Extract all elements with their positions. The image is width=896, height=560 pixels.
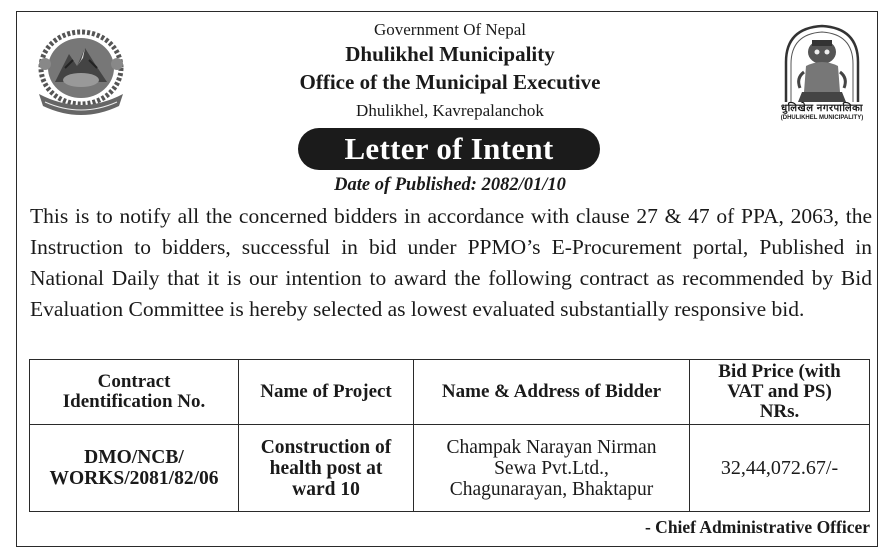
cell-contract-id: DMO/NCB/ WORKS/2081/82/06 xyxy=(30,425,239,512)
table-header-row xyxy=(30,360,870,425)
table-row xyxy=(30,425,870,512)
notice-title: Letter of Intent xyxy=(298,128,600,170)
cell-project: Construction of health post at ward 10 xyxy=(239,425,414,512)
municipality-heading: Dhulikhel Municipality xyxy=(345,42,555,66)
logo-caption-native: धुलिखेल नगरपालिका xyxy=(781,103,863,114)
publish-date: Date of Published: 2082/01/10 xyxy=(334,175,566,195)
location-heading: Dhulikhel, Kavrepalanchok xyxy=(356,101,544,120)
column-header-bidder: Name & Address of Bidder xyxy=(414,360,690,425)
column-header-bid-price: Bid Price (with VAT and PS) NRs. xyxy=(690,360,870,425)
office-heading: Office of the Municipal Executive xyxy=(299,70,601,94)
bid-table xyxy=(29,359,870,512)
nepal-emblem-icon xyxy=(25,24,137,124)
logo-caption-english: (DHULIKHEL MUNICIPALITY) xyxy=(780,114,864,121)
cell-bid-price: 32,44,072.67/- xyxy=(690,425,870,512)
signoff: - Chief Administrative Officer xyxy=(644,517,870,537)
government-heading: Government Of Nepal xyxy=(373,20,526,39)
column-header-project: Name of Project xyxy=(239,360,414,425)
municipality-logo-caption xyxy=(776,104,868,121)
column-header-contract-id: Contract Identification No. xyxy=(30,360,239,425)
notice-body: This is to notify all the concerned bidders in accordance with clause 27 & 47 of PPA, 2063, the Instruction to bidders, successful in bid under PPMO’s E-Procurement portal, Published in National Daily that it is our intention to award the following contract as recommended by Bid Evaluation Committee is hereby selected as lowest evaluated substantially responsive bid. xyxy=(30,204,872,321)
cell-bidder: Champak Narayan Nirman Sewa Pvt.Ltd., Chagunarayan, Bhaktapur xyxy=(414,425,690,512)
